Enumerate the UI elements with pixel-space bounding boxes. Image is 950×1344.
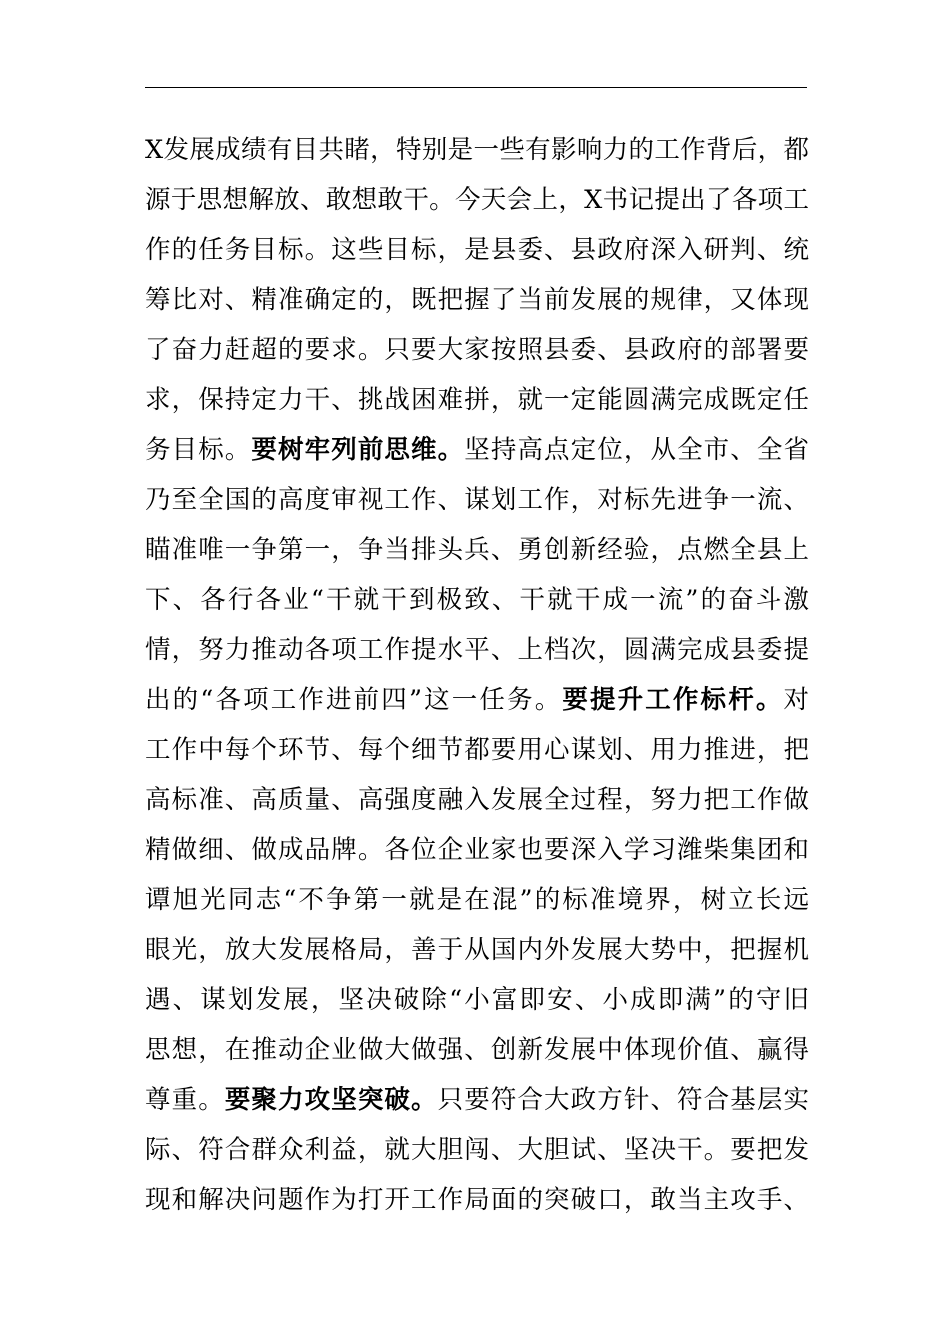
body-text: 精做细、做成品牌。各位企业家也要深入学习潍柴集团和: [145, 835, 809, 865]
body-text: 遇、谋划发展，坚决破除“小富即安、小成即满”的守旧: [145, 985, 809, 1015]
bold-heading-text: 要树牢列前思维。: [251, 435, 465, 465]
body-text: 乃至全国的高度审视工作、谋划工作，对标先进争一流、: [145, 485, 809, 515]
body-text: 工作中每个环节、每个细节都要用心谋划、用力推进，把: [145, 735, 809, 765]
paragraph-line: [145, 125, 809, 175]
paragraph-line: [145, 475, 809, 525]
paragraph-line: [145, 175, 809, 225]
paragraph-line: [145, 725, 809, 775]
paragraph-line: [145, 675, 809, 725]
paragraph-line: [145, 1025, 809, 1075]
paragraph-line: [145, 625, 809, 675]
body-text: 作的任务目标。这些目标，是县委、县政府深入研判、统: [145, 235, 809, 265]
paragraph-line: [145, 1075, 809, 1125]
paragraph-line: [145, 825, 809, 875]
paragraph-line: [145, 925, 809, 975]
body-text: 务目标。: [145, 435, 252, 465]
paragraph-line: [145, 1125, 809, 1175]
body-text: 坚持高点定位，从全市、全省: [464, 435, 809, 465]
body-text: 求，保持定力干、挑战困难拼，就一定能圆满完成既定任: [145, 385, 809, 415]
paragraph-line: [145, 775, 809, 825]
paragraph-line: [145, 375, 809, 425]
body-text: 出的“各项工作进前四”这一任务。: [145, 685, 563, 715]
paragraph-line: [145, 325, 809, 375]
header-rule: [145, 87, 807, 88]
body-text: X发展成绩有目共睹，特别是一些有影响力的工作背后，都: [145, 135, 809, 165]
body-text: 瞄准唯一争第一，争当排头兵、勇创新经验，点燃全县上: [145, 535, 809, 565]
paragraph-line: [145, 1175, 809, 1225]
body-text: 高标准、高质量、高强度融入发展全过程，努力把工作做: [145, 785, 809, 815]
paragraph-line: [145, 225, 809, 275]
paragraph-line: [145, 875, 809, 925]
body-text: 现和解决问题作为打开工作局面的突破口，敢当主攻手、: [145, 1185, 809, 1215]
body-text: 眼光，放大发展格局，善于从国内外发展大势中，把握机: [145, 935, 809, 965]
body-text: 尊重。: [145, 1085, 225, 1115]
paragraph-line: [145, 275, 809, 325]
body-text: 只要符合大政方针、符合基层实: [437, 1085, 809, 1115]
paragraph-line: [145, 975, 809, 1025]
bold-heading-text: 要聚力攻坚突破。: [224, 1085, 438, 1115]
paragraph-line: [145, 575, 809, 625]
body-text: 了奋力赶超的要求。只要大家按照县委、县政府的部署要: [145, 335, 809, 365]
document-body: [145, 125, 809, 1225]
body-text: 对: [783, 685, 809, 715]
body-text: 筹比对、精准确定的，既把握了当前发展的规律，又体现: [145, 285, 809, 315]
body-text: 思想，在推动企业做大做强、创新发展中体现价值、赢得: [145, 1035, 809, 1065]
bold-heading-text: 要提升工作标杆。: [562, 685, 784, 715]
body-text: 情，努力推动各项工作提水平、上档次，圆满完成县委提: [145, 635, 809, 665]
body-text: 际、符合群众利益，就大胆闯、大胆试、坚决干。要把发: [145, 1135, 809, 1165]
paragraph-line: [145, 425, 809, 475]
paragraph-line: [145, 525, 809, 575]
body-text: 谭旭光同志“不争第一就是在混”的标准境界，树立长远: [145, 885, 809, 915]
body-text: 源于思想解放、敢想敢干。今天会上，X书记提出了各项工: [145, 185, 809, 215]
body-text: 下、各行各业“干就干到极致、干就干成一流”的奋斗激: [145, 585, 809, 615]
